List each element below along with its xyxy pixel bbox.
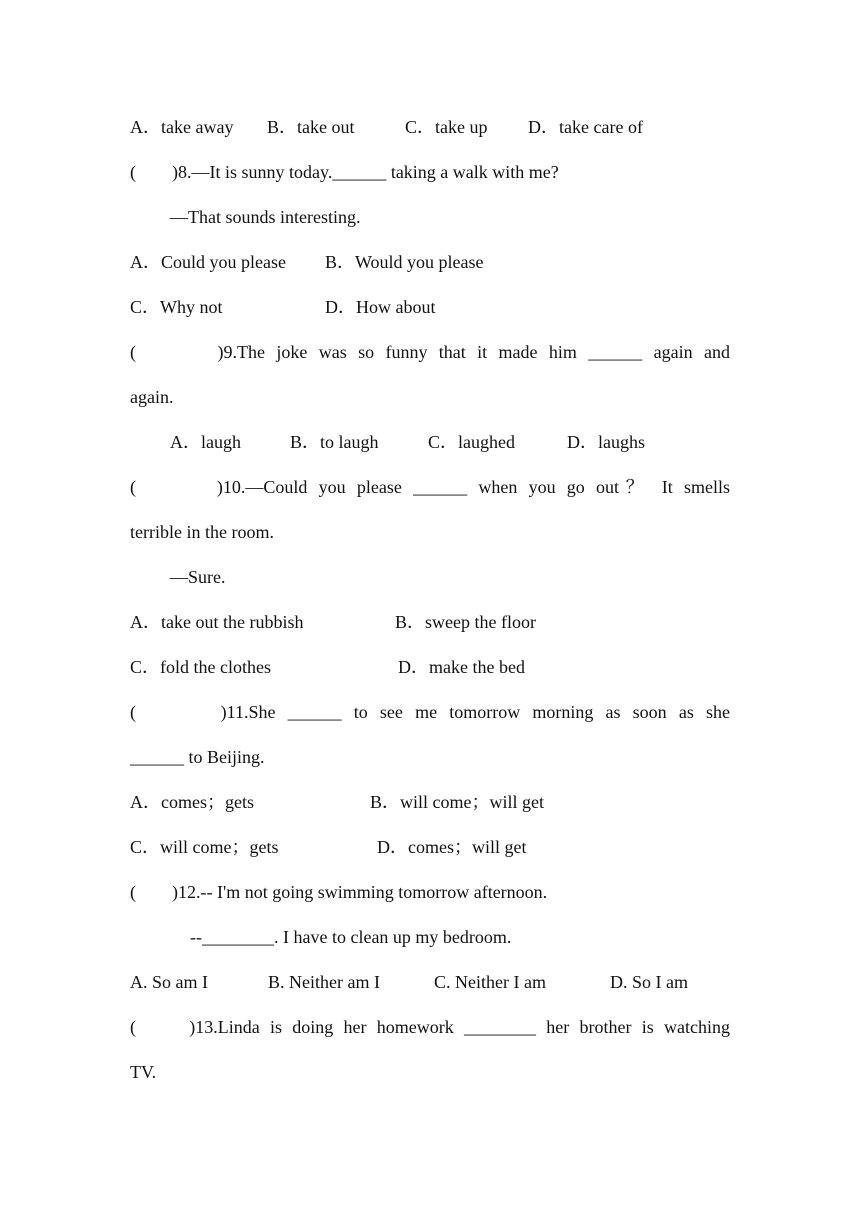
q8-option-c: C．Why not: [130, 297, 223, 317]
q9-option-a: A．laugh: [170, 432, 241, 452]
q13-stem-line-1: ( )13.Linda is doing her homework ________ her brother is watching: [130, 1017, 730, 1037]
q7-option-b: B．take out: [267, 117, 355, 137]
q10-stem-line-2: terrible in the room.: [130, 522, 274, 542]
q9-options-row: [170, 430, 645, 454]
q7-option-d: D．take care of: [528, 117, 643, 137]
q10-option-c: C．fold the clothes: [130, 657, 271, 677]
q11-options-row-1: [130, 790, 544, 814]
q13-stem-line-2: TV.: [130, 1062, 157, 1082]
q12-option-a: A. So am I: [130, 972, 208, 992]
q12-reply: --________. I have to clean up my bedroom.: [190, 927, 512, 947]
q12-options-row: [130, 970, 688, 994]
q8-stem: ( )8.—It is sunny today.______ taking a walk with me?: [130, 162, 559, 182]
q8-option-b: B．Would you please: [325, 252, 484, 272]
q7-option-c: C．take up: [405, 117, 488, 137]
q8-option-d: D．How about: [325, 297, 436, 317]
q10-option-d: D．make the bed: [398, 657, 525, 677]
q10-option-a: A．take out the rubbish: [130, 612, 304, 632]
q11-option-c: C．will come；gets: [130, 837, 279, 857]
q9-option-b: B．to laugh: [290, 432, 379, 452]
q9-option-c: C．laughed: [428, 432, 515, 452]
q12-option-b: B. Neither am I: [268, 972, 380, 992]
q9-option-d: D．laughs: [567, 432, 645, 452]
q12-stem: ( )12.-- I'm not going swimming tomorrow afternoon.: [130, 882, 548, 902]
q11-options-row-2: [130, 835, 527, 859]
q11-option-d: D．comes；will get: [377, 837, 527, 857]
q8-options-row-2: [130, 295, 436, 319]
q9-stem-line-2: again.: [130, 387, 174, 407]
q12-option-d: D. So I am: [610, 972, 688, 992]
q10-options-row-1: [130, 610, 536, 634]
q10-option-b: B．sweep the floor: [395, 612, 536, 632]
q9-stem-line-1: ( )9.The joke was so funny that it made him ______ again and: [130, 342, 730, 362]
q11-option-a: A．comes；gets: [130, 792, 254, 812]
q11-stem-line-1: ( )11.She ______ to see me tomorrow morning as soon as she: [130, 702, 730, 722]
q7-option-a: A．take away: [130, 117, 234, 137]
q12-option-c: C. Neither I am: [434, 972, 546, 992]
q11-option-b: B．will come；will get: [370, 792, 544, 812]
q11-stem-line-2: ______ to Beijing.: [130, 747, 265, 767]
q8-options-row-1: [130, 250, 484, 274]
q8-option-a: A．Could you please: [130, 252, 286, 272]
q10-options-row-2: [130, 655, 525, 679]
q8-reply: —That sounds interesting.: [170, 207, 361, 227]
q10-stem-line-1: ( )10.—Could you please ______ when you go out？ It smells: [130, 477, 730, 497]
q7-options-row: [130, 115, 643, 139]
q10-reply: —Sure.: [170, 567, 226, 587]
